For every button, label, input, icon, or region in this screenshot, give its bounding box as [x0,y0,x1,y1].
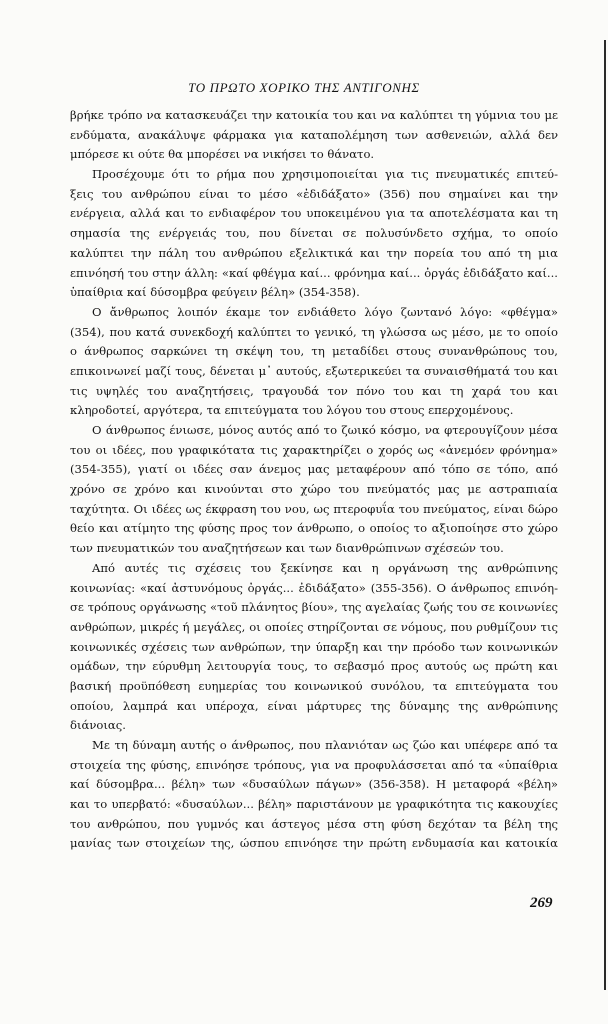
text-line: στοιχεία της φύσης, επινόησε τρόπους, για να προφυλάσσεται από τα «ὑπαίθρια [70,757,558,772]
text-line: επικοινωνεί μαζί τους, δένεται μ᾽ αυτούς, εξωτερικεύει τα συναισθήματά του και [70,363,558,378]
text-line: Ο ἄνθρωπος λοιπόν έκαμε τον ενδιάθετο λόγο ζωντανό λόγο: «φθέγμα» [92,304,558,319]
text-line: ανθρώπων, μικρές ή μεγάλες, οι οποίες στηρίζονται σε νόμους, που ρυθμίζουν τις [70,619,558,634]
text-line: τις υψηλές του αναζητήσεις, τραγουδά τον πόνο του και τη χαρά του και [70,383,558,398]
text-line: κληροδοτεί, αργότερα, τα επιτεύγματα του λόγου του στους επερχομένους. [70,403,514,418]
text-line: σημασία της ενέργειάς του, που δίνεται σε πολυσύνδετο σχήμα, το οποίο [70,226,558,241]
text-line: (354), που κατά συνεκδοχή καλύπτει το γενικό, τη γλώσσα ως μέσο, με το οποίο [70,324,558,339]
text-line: Προσέχουμε ότι το ρήμα που χρησιμοποιείται για τις πνευματικές επιτεύ- [92,167,558,182]
text-line: ενδύματα, ανακάλυψε φάρμακα για καταπολέμηση των ασθενειών, αλλά δεν [70,127,558,142]
text-line: Ο άνθρωπος ένιωσε, μόνος αυτός από το ζωικό κόσμο, να φτερουγίζουν μέσα [92,423,558,437]
text-line: ο άνθρωπος σαρκώνει τη σκέψη του, τη μεταδίδει στους συνανθρώπους του, [70,344,558,359]
text-line: και το υπερβατό: «δυσαύλων... βέλη» παριστάνουν με γραφικότητα τις κακουχίες [70,797,558,812]
text-line: ταχύτητα. Οι ιδέες ως έκφραση του νου, ως πτεροφυΐα του πνεύματος, είναι δώρο [70,501,558,516]
text-line: των πνευματικών του αναζητήσεων και των διανθρώπινων σχέσεών του. [70,541,504,556]
text-line: επινόησή του στην άλλη: «καί φθέγμα καί... φρόνημα καί... ὀργάς ἐδιδάξατο καί... [70,265,558,280]
text-line: διάνοιας. [70,718,126,733]
body-text [70,106,558,854]
text-line: καλύπτει την πάλη του ανθρώπου εξελικτικά και την πορεία του από τη μια [70,245,558,260]
text-line: ομάδων, την εύρυθμη λειτουργία τους, το σεβασμό προς αυτούς ως πρώτη και [70,659,558,674]
text-line: κοινωνικές σχέσεις των ανθρώπων, την ύπαρξη και την πρόοδο των κοινωνικών [70,639,558,654]
text-line: σε τρόπους οργάνωσης «τοῦ πλάνητος βίου», της αγελαίας ζωής του σε κοινωνίες [70,600,558,615]
text-line: χρόνο σε χρόνο και κινούνται στο χώρο του πνεύματός μας με αστραπιαία [70,482,558,497]
text-line: βασική προϋπόθεση ευημερίας του κοινωνικού συνόλου, τα επιτεύγματα του [70,678,558,693]
text-line: κοινωνίας: «καί ἀστυνόμους ὀργάς... ἐδιδάξατο» (355-356). Ο άνθρωπος επινόη- [70,580,558,595]
text-line: Με τη δύναμη αυτής ο άνθρωπος, που πλανιόταν ως ζώο και υπέφερε από τα [92,738,558,752]
text-line: ξεις του ανθρώπου είναι το μέσο «ἐδιδάξατο» (356) που σημαίνει και την [70,186,558,201]
text-line: οποίου, λαμπρά και υπέροχα, είναι μάρτυρες της δύναμης της ανθρώπινης [70,698,558,713]
text-line: ενέργεια, αλλά και το ενδιαφέρον του υποκειμένου για τα αποτελέσματα και τη [70,206,558,221]
text-line: θείο και ατίμητο της φύσης προς τον άνθρωπο, ο οποίος το αξιοποίησε στο χώρο [70,521,558,536]
text-line: του οι ιδέες, που γραφικότατα τις χαρακτηρίζει ο χορός ως «ἀνεμόεν φρόνημα» [70,442,558,457]
text-line: βρήκε τρόπο να κατασκευάζει την κατοικία του και να καλύπτει τη γύμνια του με [70,108,558,122]
text-line: ὑπαίθρια καί δύσομβρα φεύγειν βέλη» (354-358). [70,285,360,300]
text-line: μανίας των στοιχείων της, ώσπου επινόησε την πρώτη ενδυμασία και κατοικία [70,836,558,851]
text-line: Από αυτές τις σχέσεις του ξεκίνησε και η οργάνωση της ανθρώπινης [92,560,558,575]
text-line: του ανθρώπου, που γυμνός και άστεγος μέσα στη φύση δεχόταν τα βέλη της [70,816,558,831]
text-line: (354-355), γιατί οι ιδέες σαν άνεμος μας μεταφέρουν από τόπο σε τόπο, από [70,462,558,477]
running-header: ΤΟ ΠΡΩΤΟ ΧΟΡΙΚΟ ΤΗΣ ΑΝΤΙΓΟΝΗΣ [188,80,420,95]
page-edge-border [604,40,606,990]
text-line: μπόρεσε κι ούτε θα μπορέσει να νικήσει το θάνατο. [70,147,375,162]
text-line: καί δύσομβρα... βέλη» των «δυσαύλων πάγων» (356-358). Η μεταφορά «βέλη» [70,777,558,792]
page-number: 269 [530,895,553,911]
